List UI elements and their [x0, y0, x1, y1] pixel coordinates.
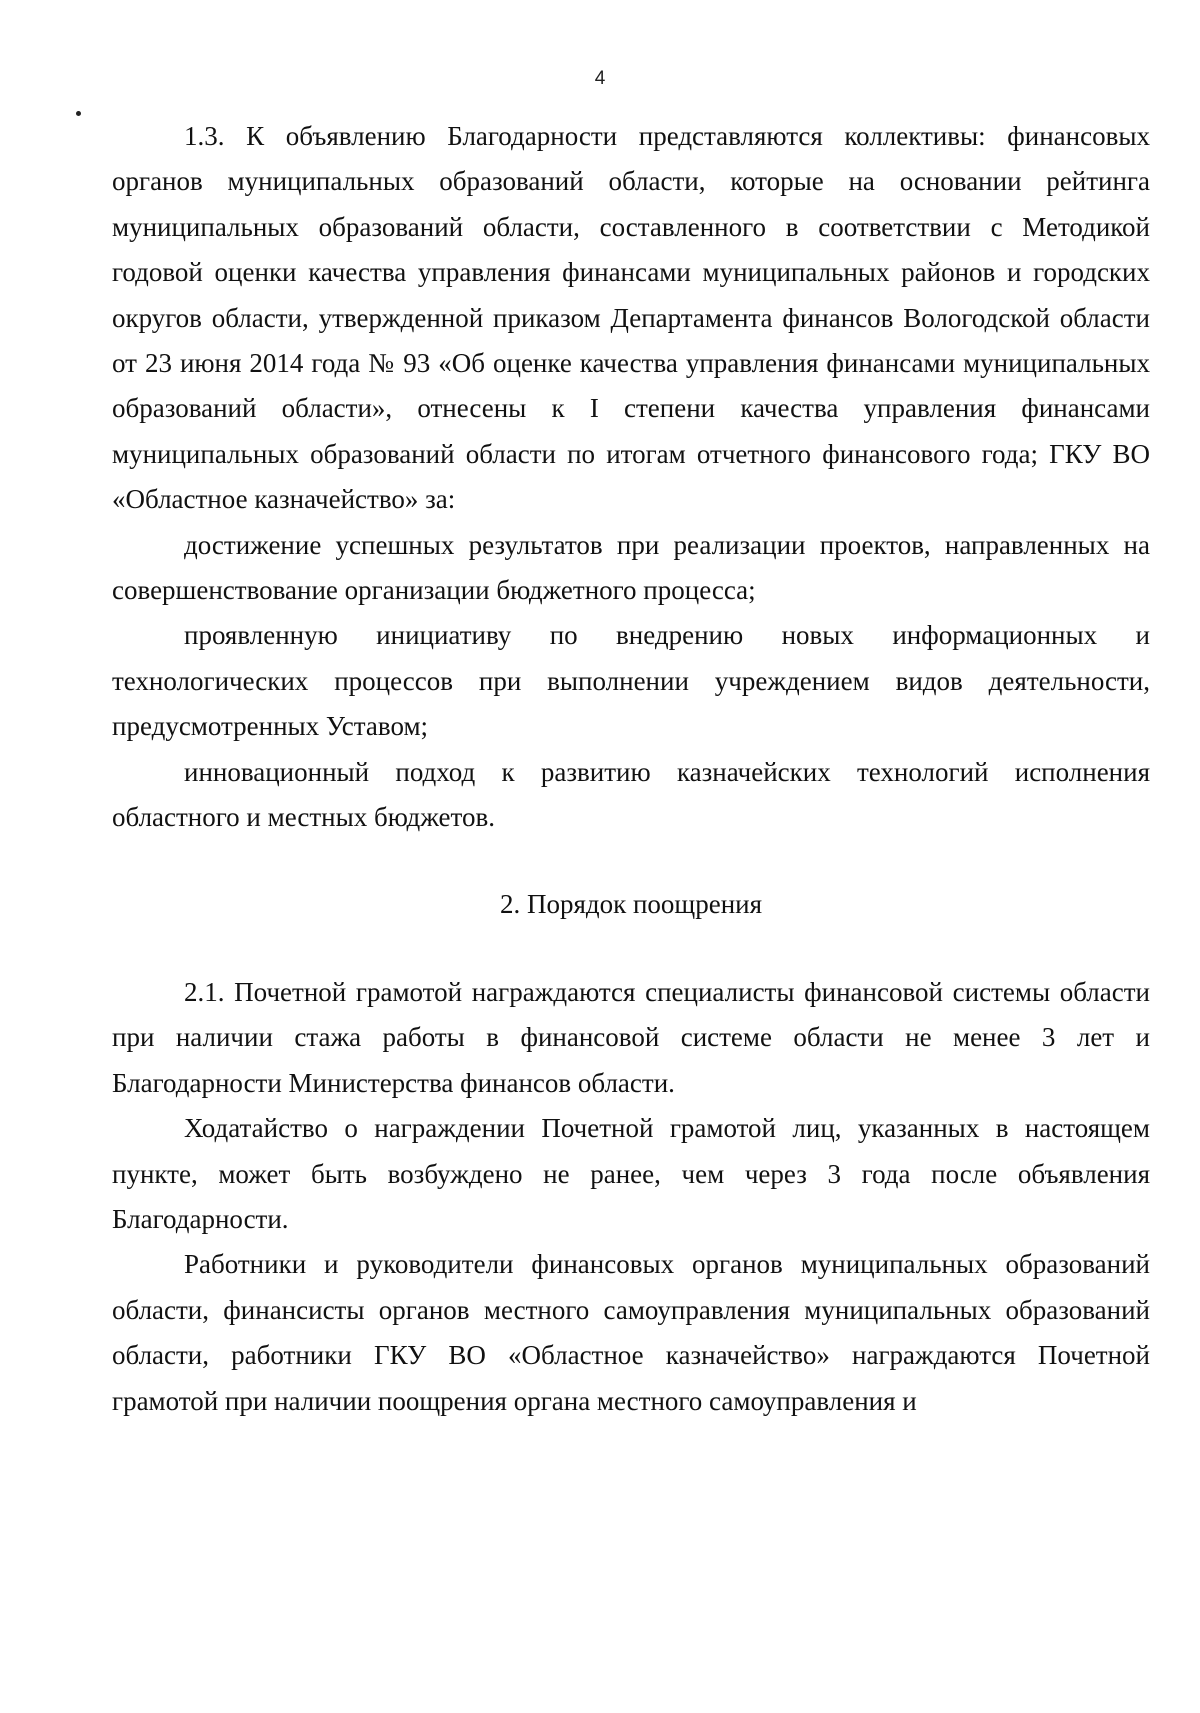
- paragraph-1-3: 1.3. К объявлению Благодарности представляются коллективы: финансовых органов муниципальных образований области, которые на основании рейтинга муниципальных образований области, составленного в соответствии с Методикой годовой оценки качества управления финансами муниципальных районов и городских округов области, утвержденной приказом Департамента финансов Вологодской области от 23 июня 2014 года № 93 «Об оценке качества управления финансами муниципальных образований области», отнесены к I степени качества управления финансами муниципальных образований области по итогам отчетного финансового года; ГКУ ВО «Областное казначейство» за:: [112, 121, 1150, 515]
- scan-artifact-dot: [76, 111, 81, 116]
- document-body: [112, 114, 1150, 1424]
- paragraph-petition: Ходатайство о награждении Почетной грамотой лиц, указанных в настоящем пункте, может быть возбуждено не ранее, чем через 3 года после объявления Благодарности.: [112, 1113, 1150, 1234]
- paragraph-innovation: инновационный подход к развитию казначейских технологий исполнения областного и местных бюджетов.: [112, 756, 1150, 833]
- paragraph-achievement: достижение успешных результатов при реализации проектов, направленных на совершенствование организации бюджетного процесса;: [112, 529, 1150, 606]
- paragraph-workers: Работники и руководители финансовых органов муниципальных образований области, финансисты органов местного самоуправления муниципальных образований области, работники ГКУ ВО «Областное казначейство» награждаются Почетной грамотой при наличии поощрения органа местного самоуправления и: [112, 1249, 1150, 1416]
- page-number: 4: [594, 68, 606, 89]
- paragraph-initiative: проявленную инициативу по внедрению новых информационных и технологических процессов при выполнении учреждением видов деятельности, предусмотренных Уставом;: [112, 620, 1150, 742]
- paragraph-2-1: 2.1. Почетной грамотой награждаются специалисты финансовой системы области при наличии стажа работы в финансовой системе области не менее 3 лет и Благодарности Министерства финансов области.: [112, 976, 1150, 1098]
- section-heading: 2. Порядок поощрения: [499, 888, 763, 919]
